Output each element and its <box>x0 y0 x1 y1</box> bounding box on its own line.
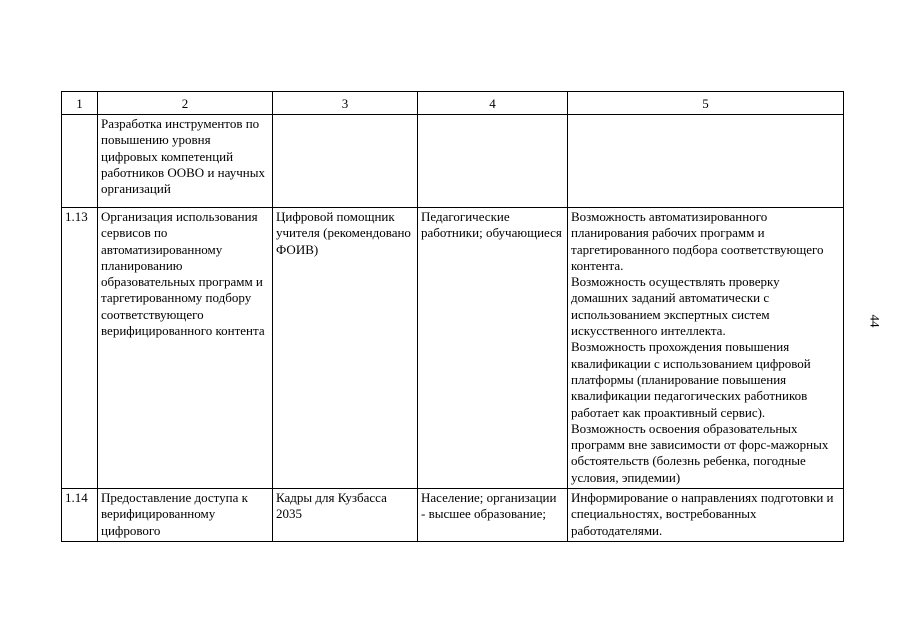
effect-paragraph: Возможность прохождения повышения квалификации с использованием цифровой платформы (планирование повышения квалификации педагогических работников работает как проактивный сервис). <box>571 339 811 420</box>
table-row <box>62 489 844 542</box>
effects-cell <box>568 115 844 208</box>
table-row <box>62 115 844 208</box>
users-cell: Население; организации - высшее образование; <box>418 489 568 542</box>
header-cell-1: 1 <box>62 92 98 115</box>
effect-paragraph: Возможность освоения образовательных программ вне зависимости от форс-мажорных обстоятельств (болезнь ребенка, погодные условия, эпидемии) <box>571 420 829 485</box>
table-header-row <box>62 92 844 115</box>
header-cell-5: 5 <box>568 92 844 115</box>
header-cell-4: 4 <box>418 92 568 115</box>
page-number: 44 <box>867 314 883 328</box>
row-number-cell: 1.14 <box>62 489 98 542</box>
row-number-cell <box>62 115 98 208</box>
effect-paragraph: Информирование о направлениях подготовки и специальностях, востребованных работодателями. <box>571 490 834 538</box>
row-number-cell: 1.13 <box>62 208 98 489</box>
users-cell <box>418 115 568 208</box>
table-row <box>62 208 844 489</box>
measure-name-cell: Разработка инструментов по повышению уровня цифровых компетенций работников ООВО и научных организаций <box>98 115 273 208</box>
header-cell-2: 2 <box>98 92 273 115</box>
header-cell-3: 3 <box>273 92 418 115</box>
effect-paragraph: Возможность автоматизированного планирования рабочих программ и таргетированного подбора соответствующего контента. <box>571 209 824 273</box>
service-cell: Цифровой помощник учителя (рекомендовано ФОИВ) <box>273 208 418 489</box>
users-cell: Педагогические работники; обучающиеся <box>418 208 568 489</box>
document-table <box>61 91 844 542</box>
service-cell: Кадры для Кузбасса 2035 <box>273 489 418 542</box>
effects-cell <box>568 208 844 489</box>
measure-name-cell: Предоставление доступа к верифицированному цифрового <box>98 489 273 542</box>
effects-cell <box>568 489 844 542</box>
measure-name-cell: Организация использования сервисов по автоматизированному планированию образовательных программ и таргетированному подбору соответствующего верифицированного контента <box>98 208 273 489</box>
service-cell <box>273 115 418 208</box>
effect-paragraph: Возможность осуществлять проверку домашних заданий автоматически с использованием экспертных систем искусственного интеллекта. <box>571 274 780 339</box>
